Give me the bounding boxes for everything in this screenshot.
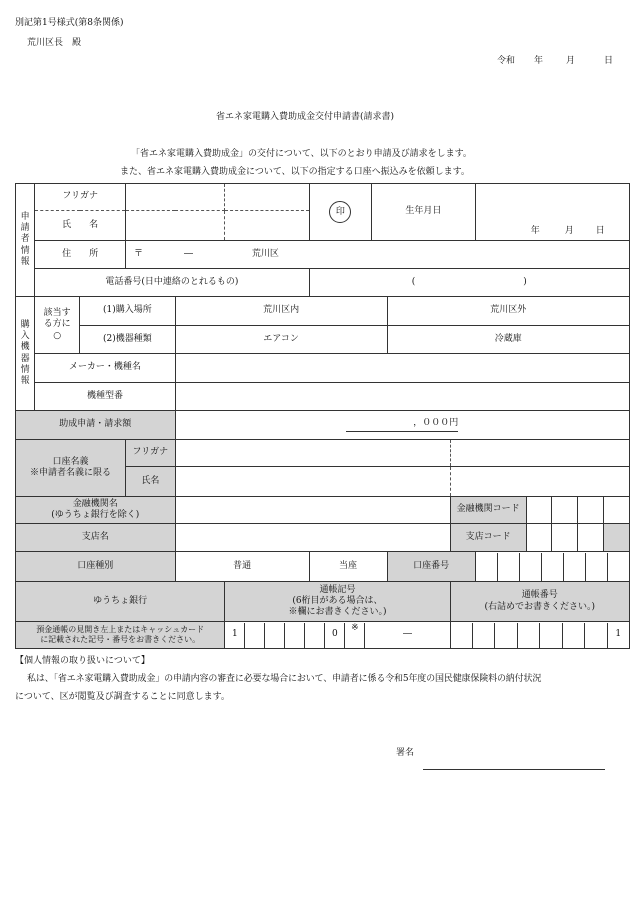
option-inside-ward[interactable]: 荒川区内 [175, 297, 387, 326]
seal-cell [309, 184, 372, 241]
date-month-unit: 月 [566, 56, 576, 66]
symbol-digit: 1 [225, 623, 245, 648]
applicant-name-field-2[interactable] [225, 211, 309, 241]
number-digit[interactable] [563, 623, 585, 648]
form-reference: 別記第1号様式(第8条関係) [15, 18, 124, 28]
symbol-digit: 0 [325, 623, 345, 648]
passbook-symbol-note-1: (6桁目がある場合は、 [292, 595, 383, 606]
application-form-table [15, 183, 630, 649]
account-number-digit[interactable] [608, 553, 629, 581]
applicant-furigana-label: フリガナ [35, 184, 126, 211]
account-number-digit[interactable] [498, 553, 520, 581]
passbook-guide-line-1: 預金通帳の見開き左上またはキャッシュカード [36, 625, 205, 635]
postal-mark: 〒 [134, 248, 144, 259]
account-number-digit[interactable] [476, 553, 498, 581]
seal-mark: 印 [329, 201, 351, 223]
birthdate-field[interactable] [475, 184, 629, 241]
account-type-label: 口座種別 [16, 552, 176, 582]
postal-dash: ― [183, 248, 193, 259]
applicant-section-label: 申請者情報 [16, 184, 35, 297]
bank-code-label: 金融機関コード [450, 497, 526, 524]
passbook-number-field[interactable] [450, 622, 629, 649]
branch-label: 支店名 [16, 524, 176, 552]
bank-code-digit[interactable] [526, 497, 552, 524]
passbook-guide [16, 622, 225, 649]
model-label: 機種型番 [35, 383, 175, 411]
option-fridge[interactable]: 冷蔵庫 [387, 326, 629, 354]
bank-code-digit[interactable] [604, 497, 630, 524]
privacy-text-line-1: 私は、「省エネ家電購入費助成金」の申請内容の審査に必要な場合において、申請者に係る令和5年度の国民健康保険料の納付状況 [27, 674, 542, 684]
branch-code-digit[interactable] [578, 524, 604, 552]
document-title: 省エネ家電購入費助成金交付申請書(請求書) [216, 112, 395, 122]
bank-code-digit[interactable] [552, 497, 578, 524]
bank-code-digit[interactable] [578, 497, 604, 524]
account-furigana-label: フリガナ [126, 440, 176, 467]
privacy-text-line-2: について、区が閲覧及び調査することに同意します。 [15, 692, 230, 702]
subsidy-amount-field[interactable] [175, 411, 629, 440]
device-type-label: (2)機器種類 [80, 326, 176, 354]
passbook-symbol-title: 通帳記号 [319, 584, 356, 595]
purchase-place-label: (1)購入場所 [80, 297, 176, 326]
birthdate-label: 生年月日 [372, 184, 476, 241]
address-field[interactable] [126, 241, 630, 269]
account-number-digit[interactable] [586, 553, 608, 581]
ward-name: 荒川区 [251, 248, 279, 259]
account-number-field[interactable] [475, 552, 629, 582]
intro-line-1: 「省エネ家電購入費助成金」の交付について、以下のとおり申請及び請求をします。 [131, 149, 472, 159]
passbook-number-note: (右詰めでお書きください。) [484, 601, 596, 612]
applicable-note: 該当する方に○ [35, 297, 80, 354]
option-ordinary[interactable]: 普通 [175, 552, 309, 582]
bank-name-title: 金融機関名 [72, 498, 118, 509]
account-holder-title: 口座名義 [52, 456, 89, 467]
passbook-number-label [450, 582, 629, 622]
passbook-guide-line-2: に記載された記号・番号をお書きください。 [40, 635, 201, 644]
number-digit-last: 1 [615, 629, 622, 640]
model-field[interactable] [175, 383, 629, 411]
symbol-asterisk-digit[interactable]: ※ [345, 623, 365, 648]
phone-label: 電話番号(日中連絡のとれるもの) [35, 269, 309, 297]
passbook-symbol-field[interactable] [225, 622, 450, 649]
recipient: 荒川区長 殿 [27, 38, 82, 48]
branch-code-blank [604, 524, 630, 552]
symbol-digit[interactable] [265, 623, 285, 648]
branch-field[interactable] [175, 524, 450, 552]
account-name-label: 氏名 [126, 467, 176, 497]
branch-code-digit[interactable] [552, 524, 578, 552]
symbol-dash: ― [402, 629, 412, 640]
maker-label: メーカー・機種名 [35, 354, 175, 383]
option-outside-ward[interactable]: 荒川区外 [387, 297, 629, 326]
number-digit[interactable] [451, 623, 473, 648]
maker-field[interactable] [175, 354, 629, 383]
symbol-digit[interactable] [245, 623, 265, 648]
passbook-symbol-label [225, 582, 450, 622]
account-furigana-field-2[interactable] [450, 440, 629, 467]
branch-code-label: 支店コード [450, 524, 526, 552]
passbook-symbol-note-2: ※欄にお書きください。) [288, 607, 387, 618]
phone-field[interactable]: ( ) [309, 269, 629, 297]
birth-day-unit: 日 [595, 226, 605, 236]
option-checking[interactable]: 当座 [309, 552, 387, 582]
number-digit[interactable] [585, 623, 607, 648]
bank-name-note: (ゆうちょ銀行を除く) [51, 510, 140, 520]
applicant-name-field-1[interactable] [126, 211, 225, 241]
account-furigana-field-1[interactable] [175, 440, 450, 467]
option-aircon[interactable]: エアコン [175, 326, 387, 354]
subsidy-label: 助成申請・請求額 [16, 411, 176, 440]
symbol-digit[interactable] [285, 623, 305, 648]
signature-line[interactable] [423, 769, 605, 770]
passbook-number-title: 通帳番号 [521, 590, 558, 601]
privacy-heading: 【個人情報の取り扱いについて】 [15, 656, 150, 666]
birth-year-unit: 年 [530, 226, 540, 236]
number-digit[interactable] [518, 623, 540, 648]
date-day-unit: 日 [604, 56, 614, 66]
applicant-name-label: 氏 名 [35, 211, 126, 241]
applicant-furigana-field-2[interactable] [225, 184, 309, 211]
symbol-digit[interactable] [305, 623, 325, 648]
date-year-unit: 年 [534, 56, 544, 66]
birth-month-unit: 月 [564, 226, 574, 236]
account-number-digit[interactable] [520, 553, 542, 581]
signature-label: 署名 [396, 748, 415, 758]
account-number-label: 口座番号 [387, 552, 475, 582]
intro-line-2: また、省エネ家電購入費助成金について、以下の指定する口座へ振込みを依頼します。 [120, 167, 470, 177]
date-era: 令和 [497, 56, 516, 66]
yucho-label: ゆうちょ銀行 [16, 582, 225, 622]
account-number-digit[interactable] [564, 553, 586, 581]
subsidy-amount: ，０００円 [346, 418, 458, 431]
account-name-field-2[interactable] [450, 467, 629, 497]
bank-name-label [16, 497, 176, 524]
address-label: 住 所 [35, 241, 126, 269]
device-section-label: 購入機器情報 [16, 297, 35, 411]
bank-name-field[interactable] [175, 497, 450, 524]
account-number-digit[interactable] [542, 553, 564, 581]
account-name-field-1[interactable] [175, 467, 450, 497]
account-holder-note: ※申請者名義に限る [30, 468, 112, 478]
account-holder-label [16, 440, 126, 497]
number-digit[interactable] [495, 623, 517, 648]
number-digit[interactable] [473, 623, 495, 648]
applicant-furigana-field-1[interactable] [126, 184, 225, 211]
branch-code-digit[interactable] [526, 524, 552, 552]
number-digit[interactable] [540, 623, 562, 648]
